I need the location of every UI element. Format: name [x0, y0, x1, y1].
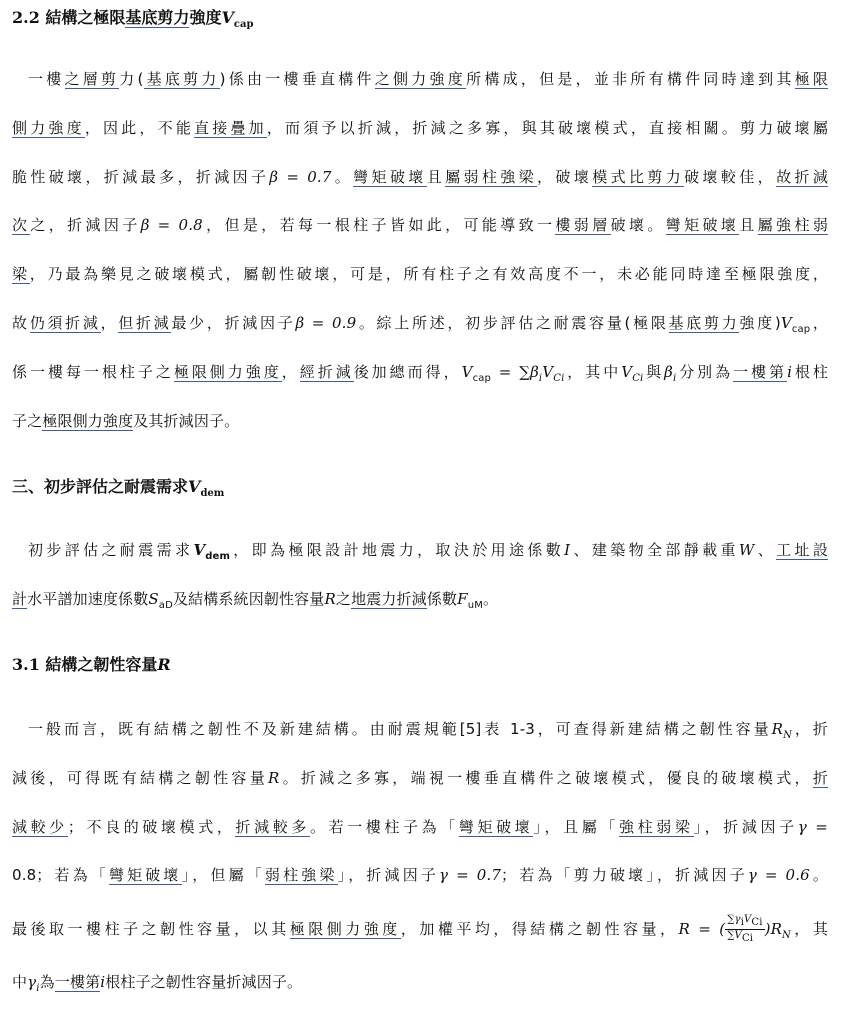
math-sub: Ci — [553, 372, 565, 384]
hyperlink[interactable]: 側力強度 — [12, 118, 85, 137]
math-var: V — [744, 914, 752, 926]
math-sub: cap — [233, 19, 254, 31]
text-line — [12, 575, 828, 624]
fraction-numerator — [725, 914, 764, 930]
heading-text: 2.2 結構之極限 — [12, 8, 126, 27]
math-var: R — [771, 720, 784, 738]
text: 之 — [335, 589, 352, 608]
math-var: V — [188, 477, 201, 496]
text: 。 — [331, 167, 354, 186]
text-line — [12, 705, 828, 754]
math-sub: N — [783, 730, 792, 741]
hyperlink[interactable]: 減較少 — [12, 817, 68, 836]
hyperlink[interactable]: 弱柱強梁 — [264, 866, 338, 885]
hyperlink[interactable]: 但折減 — [118, 313, 172, 332]
hyperlink[interactable]: 一樓第 — [54, 973, 101, 992]
text-line — [12, 55, 828, 104]
text: 一般而言，既有結構之韌性不及新建結構。由耐震規範[5]表 1-3，可查得新建結構之韌性容量 — [28, 720, 772, 738]
text: 」，折減因子 — [693, 817, 798, 836]
text: 強度) — [739, 313, 781, 332]
math-sub: i — [36, 983, 40, 995]
math-var: )R — [764, 920, 783, 939]
hyperlink[interactable]: 屬弱柱強梁 — [445, 167, 538, 186]
text: 子之 — [12, 411, 43, 430]
math-expr: β = 0.7 — [269, 167, 332, 186]
hyperlink[interactable]: 彎矩破壞 — [665, 216, 740, 235]
math-expr: γ = 0.6 — [747, 866, 810, 885]
hyperlink[interactable]: 彎矩破壞 — [458, 817, 534, 836]
math-expr: β = 0.9 — [295, 313, 357, 332]
hyperlink[interactable]: 基底剪力 — [668, 313, 740, 332]
math-var: V — [542, 362, 554, 381]
text: ，其 — [790, 920, 828, 939]
hyperlink[interactable]: 計 — [12, 589, 28, 608]
hyperlink[interactable]: 強柱弱梁 — [619, 817, 694, 836]
text: ，但是，若每一根柱子皆如此，可能導致一 — [202, 216, 556, 235]
section-heading-3 — [12, 477, 224, 504]
math-sub: i — [538, 372, 543, 384]
text: 。折減之多寡，端視一樓垂直構件之破壞模式，優良的破壞模式， — [279, 768, 813, 787]
text: 且 — [739, 216, 758, 235]
text: 與 — [643, 362, 665, 381]
hyperlink[interactable]: 梁 — [12, 265, 30, 284]
text: )係由一樓垂直構件 — [219, 70, 375, 88]
hyperlink[interactable]: 極限側力強度 — [289, 920, 401, 939]
math-var: F — [457, 589, 468, 608]
hyperlink[interactable]: 之層剪 — [64, 70, 120, 88]
hyperlink[interactable]: 次 — [12, 216, 31, 235]
math-var: W — [738, 541, 755, 559]
math-var: i — [100, 973, 106, 992]
text: 破壞較佳， — [684, 167, 777, 186]
text-line — [12, 851, 828, 900]
text: 中 — [12, 973, 28, 992]
math-sub: Ci — [751, 917, 763, 929]
section-heading-3-1 — [12, 655, 171, 675]
hyperlink[interactable]: 之側力強度 — [374, 70, 467, 88]
math-var: R — [157, 655, 171, 674]
hyperlink[interactable]: 故折減 — [776, 167, 828, 186]
heading-link[interactable]: 基底剪力 — [125, 8, 190, 27]
math-sub: cap — [472, 372, 492, 384]
text: ，破壞 — [537, 167, 593, 186]
text-line — [12, 104, 828, 153]
text: 破壞。 — [610, 216, 666, 235]
text: 最後取一樓柱子之韌性容量，以其 — [12, 920, 290, 939]
text: 。 — [809, 866, 828, 885]
hyperlink[interactable]: 折減較多 — [235, 817, 310, 836]
text: 根柱 — [792, 362, 828, 381]
text: ， — [281, 362, 300, 381]
text-line — [12, 348, 828, 397]
math-var: S — [148, 589, 159, 608]
math-var: V — [780, 313, 792, 332]
text: 」，但屬「 — [181, 866, 265, 885]
math-var: β — [664, 362, 673, 381]
text: 係數 — [426, 589, 458, 608]
hyperlink[interactable]: 直接疊加 — [194, 118, 267, 137]
text: 後加總而得， — [353, 362, 462, 381]
math-var: V — [621, 362, 633, 381]
math-expr: γ = 0.7 — [439, 866, 502, 885]
text: 、建築物全部靜載重 — [570, 541, 739, 559]
text: ，即為極限設計地震力，取決於用途係數 — [230, 541, 565, 559]
text: 之，折減因子 — [30, 216, 141, 235]
paragraph-3-1 — [12, 705, 828, 1007]
math-sub: i — [740, 917, 745, 929]
text: 根柱子之韌性容量折減因子。 — [105, 973, 303, 992]
hyperlink[interactable]: 屬強柱弱 — [757, 216, 828, 235]
text: 及結構系統因韌性容量 — [172, 589, 325, 608]
text: 所構成，但是，並非所有構件同時達到其 — [466, 70, 795, 88]
math-expr: γ = — [797, 817, 828, 836]
text: 為 — [39, 973, 55, 992]
math-var: γ — [27, 973, 37, 992]
math-sub: Ci — [632, 372, 644, 384]
text: 且 — [426, 167, 446, 186]
math-var: V — [221, 8, 234, 27]
text: 初步評估之耐震需求 — [28, 541, 194, 559]
hyperlink[interactable]: 模式比剪力 — [592, 167, 685, 186]
text: ， — [100, 313, 119, 332]
heading-text: 3.1 結構之韌性容量 — [12, 655, 158, 674]
paragraph-3 — [12, 526, 828, 624]
hyperlink[interactable]: 彎矩破壞 — [108, 866, 182, 885]
text: ，而須予以折減，折減之多寡，與其破壞模式，直接相關。剪力破壞屬 — [266, 118, 828, 137]
math-var: β — [530, 362, 539, 381]
hyperlink[interactable]: 極限側力強度 — [173, 362, 282, 381]
hyperlink[interactable]: 極限 — [794, 70, 828, 88]
text: 。綜上所述，初步評估之耐震容量(極限 — [356, 313, 669, 332]
math-var: ∑γ — [727, 914, 741, 926]
text: ， — [810, 313, 828, 332]
text: 及其折減因子。 — [133, 411, 240, 430]
text: ；若為「剪力破壞」，折減因子 — [501, 866, 748, 885]
hyperlink[interactable]: 經折減 — [299, 362, 354, 381]
math-var: I — [564, 541, 571, 559]
text-line — [12, 201, 828, 250]
text: 脆性破壞，折減最多，折減因子 — [12, 167, 270, 186]
math-var: V — [461, 362, 473, 381]
text: 減後，可得既有結構之韌性容量 — [12, 768, 268, 787]
fraction-denominator — [725, 930, 764, 945]
text: 」，且屬「 — [533, 817, 620, 836]
text: ；不良的破壞模式， — [67, 817, 236, 836]
text: 水平譜加速度係數 — [27, 589, 149, 608]
text: ，乃最為樂見之破壞模式，屬韌性破壞，可是，所有柱子之有效高度不一，未必能同時達至極限強度， — [29, 265, 828, 284]
text-line — [12, 900, 828, 958]
hyperlink[interactable]: 仍須折減 — [29, 313, 101, 332]
text-line — [12, 958, 828, 1007]
math-expr: β = 0.8 — [140, 216, 203, 235]
math-expr: R = ( — [678, 920, 726, 939]
text: 分別為 — [676, 362, 734, 381]
math-var: R — [324, 589, 336, 608]
text-line — [12, 754, 828, 803]
paragraph-2-2 — [12, 55, 828, 445]
math-sub: cap — [791, 323, 811, 335]
math-sub: N — [782, 930, 791, 942]
heading-text: 三、初步評估之耐震需求 — [12, 477, 189, 496]
text: 」，折減因子 — [337, 866, 440, 885]
text: ，折 — [792, 720, 828, 738]
text-line — [12, 299, 828, 348]
math-sub: Ci — [741, 933, 754, 945]
math-sub: dem — [200, 488, 225, 500]
math-sub: i — [673, 372, 677, 384]
hyperlink[interactable]: 地震力折減 — [351, 589, 427, 608]
math-op: = ∑ — [491, 362, 531, 381]
text: 故 — [12, 313, 30, 332]
text: ，加權平均，得結構之韌性容量， — [400, 920, 679, 939]
hyperlink[interactable]: 工址設 — [776, 541, 828, 559]
text: 力( — [119, 70, 144, 88]
text-line — [12, 803, 828, 852]
text: 最少，折減因子 — [171, 313, 296, 332]
text: 一樓 — [28, 70, 65, 88]
text-line — [12, 526, 828, 575]
text: 、 — [754, 541, 777, 559]
text-line — [12, 153, 828, 202]
hyperlink[interactable]: 極限側力強度 — [42, 411, 134, 430]
text-line — [12, 250, 828, 299]
text: 。若一樓柱子為「 — [309, 817, 459, 836]
math-var: ∑V — [727, 930, 742, 942]
hyperlink[interactable]: 樓弱層 — [555, 216, 611, 235]
hyperlink[interactable]: 彎矩破壞 — [353, 167, 427, 186]
hyperlink[interactable]: 折 — [812, 768, 828, 787]
math-var: R — [268, 768, 280, 787]
math-var: V — [193, 541, 206, 559]
text: ，其中 — [564, 362, 622, 381]
text: 。 — [482, 589, 499, 608]
hyperlink[interactable]: 基底剪力 — [143, 70, 220, 88]
hyperlink[interactable]: 一樓第 — [733, 362, 788, 381]
math-sub: uM — [467, 599, 483, 611]
text: ，因此，不能 — [84, 118, 195, 137]
math-sub: aD — [158, 599, 173, 611]
fraction — [725, 914, 764, 945]
math-sub: dem — [205, 551, 231, 562]
section-heading-2-2 — [12, 8, 253, 35]
heading-text: 強度 — [189, 8, 222, 27]
text-line — [12, 397, 828, 446]
text: 係一樓每一根柱子之 — [12, 362, 174, 381]
math-var: i — [787, 362, 793, 381]
text: 0.8；若為「 — [12, 866, 109, 885]
